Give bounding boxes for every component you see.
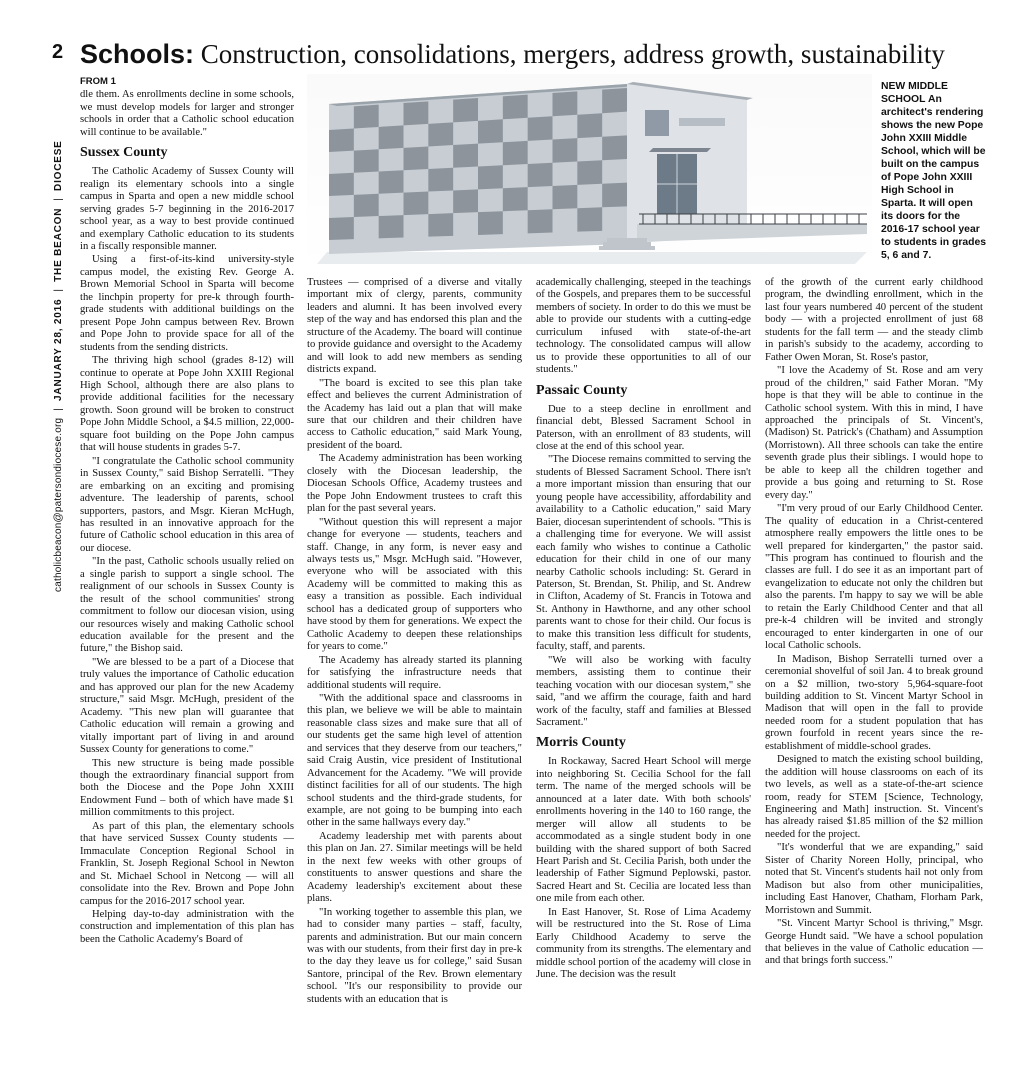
article-paragraph: Academy leadership met with parents about this plan on Jan. 27. Similar meetings will be held in the next few weeks with other groups of constituents to answer questions and share the Academy leadership's excitement about these plans. <box>307 830 522 905</box>
subhead-morris: Morris County <box>536 735 626 751</box>
article-column-1 <box>80 76 294 947</box>
col2-paragraphs <box>307 378 522 1007</box>
caption-text: An architect's rendering shows the new Pope John XXIII Middle School, which will be built on the campus of Pope John XXIII High School in Sparta. It will open its doors for the 2016-17 school year to students in grades 5, 6 and 7. <box>881 94 987 261</box>
article-paragraph: "We will also be working with faculty members, assisting them to continue their teaching vocation with our diocesan system," she said, "and we affirm the courage, faith and hard work of the faculty, staff and families at Blessed Sacrament." <box>536 654 751 728</box>
article-paragraph: "It's wonderful that we are expanding," said Sister of Charity Noreen Holly, principal, who noted that St. Vincent's students hail not only from Madison but also from other municipalities, including East Hanover, Chatham, Florham Park, Morristown and Summit. <box>765 842 983 916</box>
building-rendering-illustration <box>307 74 872 270</box>
article-paragraph: "The Diocese remains committed to serving the students of Blessed Sacrament School. There isn't a more important mission than ensuring that our young people have accessibility, affordability and availability to a Catholic education," said Mary Baier, diocesan superintendent of schools. "This is a challenging time for everyone. We will assist each family who wishes to continue a Catholic education for their child in one of our many nearby Catholic schools including: St. Gerard in Paterson, St. Brendan, St. Philip, and St. Andrew in Clifton, Academy of St. Francis in Totowa and St. Anthony in Hawthorne, and any other school parents want to chose for their child. Our focus is to make this transition less difficult for students, faculty, staff, and parents. <box>536 454 751 653</box>
article-paragraph: "We are blessed to be a part of a Diocese that truly values the importance of Catholic education and has approved our plan for the new Academy structure," said Msgr. McHugh, president of the Academy. "This new plan will guarantee that Catholic education will remain a growing and vitally important part of living in and around Sussex County for generations to come." <box>80 656 294 756</box>
caption-lead: NEW MIDDLE SCHOOL <box>881 81 948 105</box>
article-column-4 <box>765 277 983 969</box>
article-paragraph: In Madison, Bishop Serratelli turned over a ceremonial shovelful of soil Jan. 4 to break ground on a $2 million, two-story 5,964-square-foot building addition to St. Vincent Martyr School in Madison that will open in the fall to provide needed room for a student population that has grown fourfold in recent years since the re-establishment of middle-school grades. <box>765 653 983 752</box>
col1-paragraphs <box>80 166 294 946</box>
lead-paragraph: dle them. As enrollments decline in some schools, we must develop models for larger and stronger schools in order that a Catholic school education will continue to be available." <box>80 89 294 138</box>
headline <box>80 40 980 70</box>
rail-date: JANUARY 28, 2016 <box>53 298 64 401</box>
headline-kicker: Schools: <box>80 39 195 69</box>
article-paragraph: The thriving high school (grades 8-12) will continue to operate at Pope John XXIII Regional High School, although there are also plans to provide additional facilities for the necessary growth. Soon ground will be broken to construct Pope John Middle School, a $4.5 million, 22,000-square foot building on the Pope John campus that will house students in grades 5-7. <box>80 355 294 454</box>
headline-text: Construction, consolidations, mergers, address growth, sustainability <box>194 39 945 69</box>
article-paragraph: In Rockaway, Sacred Heart School will merge into neighboring St. Cecilia School for the fall term. The name of the merged schools will be announced at a later date. With both schools' enrollments hovering in the 140 to 160 range, the merger will allow all students to be accommodated as a single student body in one building with the shared support of both Sacred Heart Parish and St. Cecilia Parish, both under the leadership of Father Sigmund Peplowski, pastor. Sacred Heart and St. Cecilia are located less than one mile from each other. <box>536 756 751 905</box>
col3-first-paragraph: academically challenging, steeped in the teachings of the Gospels, and prepares them to be successful members of society. In order to do this we must be able to provide our students with a cutting-edge curriculum infused with state-of-the-art technology. The consolidated campus will allow us to provide these opportunities to all of our students." <box>536 277 751 376</box>
col4-paragraphs <box>765 365 983 968</box>
building-rendering <box>307 74 872 270</box>
subhead-passaic: Passaic County <box>536 382 628 398</box>
col2-first-paragraph: Trustees — comprised of a diverse and vitally important mix of clergy, parents, community leaders and alumni. It has been involved every step of the way and has endorsed this plan and the structure of the Academy. The board will continue to provide guidance and oversight to the Academy and will look to add new members as sending districts expand. <box>307 277 522 376</box>
article-column-2 <box>307 277 522 1007</box>
article-paragraph: Helping day-to-day administration with the construction and implementation of this plan has been the Catholic Academy's Board of <box>80 909 294 945</box>
article-paragraph: "Without question this will represent a major change for everyone — students, teachers and staff. Change, in any form, is never easy and always tests us," Msgr. McHugh said. "However, everyone who will be associated with this Academy will be committed to making this as easy a transition as possible. Each individual school has a dedicated group of supporters who have stood by them for generations. We expect the Catholic Academy to deepen these relationships for years to come." <box>307 516 522 653</box>
article-paragraph: "I'm very proud of our Early Childhood Center. The quality of education in a Christ-centered atmosphere really empowers the little ones to be well prepared for kindergarten," the pastor said. "This program has continued to flourish and the classes are full. I do see it as an important part of evangelization to educate not only the children but also the parents. I'm happy to say we will be able to retain the Early Childhood Center and that all pre-k-4 children will be invited and strongly encouraged to enter kindergarten in one of our local Catholic schools. <box>765 503 983 652</box>
rail-section: DIOCESE <box>53 140 64 191</box>
side-rail-text <box>53 140 64 592</box>
article-paragraph: The Academy has already started its planning for satisfying the infrastructure needs that additional students will require. <box>307 654 522 691</box>
article-paragraph: "In working together to assemble this plan, we had to consider many parties – staff, faculty, parents and administration. But our main concern was with our students, from their first day in pre-k to the day they leave us for college," said Susan Santore, principal of the Rev. Brown elementary school. "It's our responsibility to provide our students with an education that is <box>307 906 522 1005</box>
article-paragraph: The Academy administration has been working closely with the Diocesan leadership, the Diocesan Schools Office, Academy trustees and the Pope John Endowment trustees to craft this plan for the past several years. <box>307 453 522 515</box>
passaic-paragraphs <box>536 404 751 730</box>
rail-separator: | <box>53 288 64 292</box>
morris-paragraphs <box>536 756 751 981</box>
side-rail <box>50 72 70 592</box>
page-number: 2 <box>52 41 64 63</box>
photo-caption <box>881 80 987 262</box>
rail-email: catholicbeacon@patersondiocese.org <box>53 417 64 592</box>
article-paragraph: In East Hanover, St. Rose of Lima Academy will be restructured into the St. Rose of Lima Early Childhood Academy to serve the community from its strengths. The elementary and middle school portion of the academy will close in June. The decision was the result <box>536 906 751 981</box>
article-paragraph: "St. Vincent Martyr School is thriving," Msgr. George Hundt said. "We have a school population that believes in the value of Catholic education — and that brings forth success." <box>765 918 983 967</box>
article-paragraph: The Catholic Academy of Sussex County will realign its elementary schools into a single campus in Sparta and open a new middle school serving grades 5-7 beginning in the 2016-2017 school year, as a way to best provide continued and exemplary Catholic education to its students in a fiscally responsible manner. <box>80 166 294 252</box>
article-paragraph: "I love the Academy of St. Rose and am very proud of the children," said Father Moran. "My hope is that they will be able to continue in the Catholic school system. With this in mind, I have approached the principals of St. Vincent's, (Madison) St. Patrick's (Chatham) and Assumption (Morristown). All three schools can take the entire seventh grade plus their siblings. I would hope to be able to keep all the children together and provide a bus going and returning to St. Rose every day." <box>765 365 983 501</box>
article-paragraph: "I congratulate the Catholic school community in Sussex County," said Bishop Serratelli. "They are embarking on an exciting and promising adventure. The leadership of parents, school supporters, pastors, and Msgr. Kieran McHugh, has resulted in an innovative approach for the future of Catholic school education in this area of our diocese. <box>80 455 294 554</box>
rail-separator: | <box>53 197 64 201</box>
col4-first-paragraph: of the growth of the current early childhood program, the dwindling enrollment, which in the last four years numbered 40 percent of the student body — with a projected enrollment of just 68 students for the fall term — and the steady climb in parish's subsidy to the academy, according to Father Owen Moran, St. Rose's pastor, <box>765 277 983 363</box>
article-column-3 <box>536 277 751 983</box>
article-paragraph: "With the additional space and classrooms in this plan, we believe we will be able to maintain reasonable class sizes and make sure that all of our students get the same high level of attention and services that they deserve from our teachers," said Craig Austin, vice president of Institutional Advancement for the Academy. "We will provide distinct facilities for all of our students. The high school students and the third-grade students, for example, are not going to be bumping into each other in the same hallways every day." <box>307 692 522 829</box>
article-paragraph: This new structure is being made possible though the extraordinary financial support from both the Diocese and the Pope John XXIII Endowment Fund – both of which have made $1 million commitments to this project. <box>80 757 294 819</box>
article-paragraph: "The board is excited to see this plan take effect and believes the current Administration of the Academy has laid out a plan that will make sure that our children and their children have access to Catholic education," said Mark Young, president of the board. <box>307 377 522 451</box>
article-paragraph: Designed to match the existing school building, the addition will house classrooms on each of its two levels, as well as a state-of-the-art science room, ready for STEM [Science, Technology, Engineering and Math] instruction. St. Vincent's has already raised $1.85 million of the $2 million needed for the project. <box>765 754 983 840</box>
rail-separator: | <box>53 407 64 411</box>
article-paragraph: Due to a steep decline in enrollment and financial debt, Blessed Sacrament School in Paterson, with an enrollment of 83 students, will close at the end of this school year. <box>536 403 751 452</box>
subhead-sussex: Sussex County <box>80 145 168 161</box>
rail-publication: THE BEACON <box>53 207 64 282</box>
jump-line: FROM 1 <box>80 76 116 87</box>
article-paragraph: Using a first-of-its-kind university-style campus model, the existing Rev. George A. Brown Memorial School in Sparta will become the linchpin property for pre-k through fourth-grade students with additional buildings on the present Pope John campus between Rev. Brown and Pope John to provide space for all of the students from the sending districts. <box>80 254 294 353</box>
article-paragraph: As part of this plan, the elementary schools that have serviced Sussex County students — Immaculate Conception Regional School in Franklin, St. Joseph Regional School in Newton and St. Michael School in Netcong — will all consolidate into the Rev. Brown and Pope John campus for the 2016-2017 school year. <box>80 820 294 907</box>
article-paragraph: "In the past, Catholic schools usually relied on a single parish to support a single school. The realignment of our schools in Sussex County is the result of the school communities' strong commitment to follow our diocesan vision, using our resources wisely and making Catholic school education available for the present and the future," the Bishop said. <box>80 556 294 655</box>
